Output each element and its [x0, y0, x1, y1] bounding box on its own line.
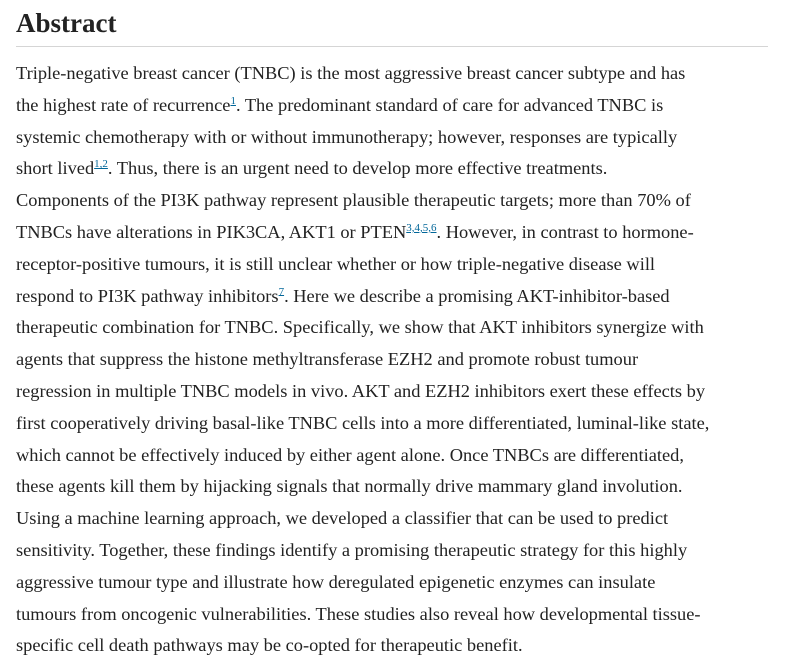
reference-link[interactable]: 7: [278, 285, 285, 298]
abstract-text: systemic chemotherapy with or without immunotherapy; however, responses are typically: [16, 126, 678, 147]
heading-divider: [16, 46, 768, 47]
abstract-text: these agents kill them by hijacking signals that normally drive mammary gland involution.: [16, 476, 683, 497]
abstract-line: [16, 471, 768, 503]
abstract-text: . However, in contrast to hormone-: [436, 221, 694, 242]
abstract-text: . The predominant standard of care for advanced TNBC is: [235, 94, 664, 115]
abstract-text: Using a machine learning approach, we developed a classifier that can be used to predict: [16, 508, 669, 529]
abstract-text: regression in multiple TNBC models in vivo. AKT and EZH2 inhibitors exert these effects by: [16, 380, 706, 401]
abstract-text: short lived: [16, 158, 95, 179]
abstract-text: agents that suppress the histone methyltransferase EZH2 and promote robust tumour: [16, 349, 639, 370]
abstract-text: TNBCs have alterations in PIK3CA, AKT1 or PTEN: [16, 221, 407, 242]
abstract-text: the highest rate of recurrence: [16, 94, 231, 115]
abstract-text: specific cell death pathways may be co-opted for therapeutic benefit.: [16, 635, 523, 656]
abstract-line: [16, 153, 768, 185]
abstract-text: therapeutic combination for TNBC. Specifically, we show that AKT inhibitors synergize with: [16, 317, 704, 338]
reference-link[interactable]: 1: [230, 94, 236, 107]
abstract-line: [16, 408, 768, 440]
abstract-line: [16, 376, 768, 408]
abstract-text: Components of the PI3K pathway represent plausible therapeutic targets; more than 70% of: [16, 190, 691, 211]
abstract-line: [16, 281, 768, 313]
abstract-line: [16, 249, 768, 281]
abstract-text: aggressive tumour type and illustrate how deregulated epigenetic enzymes can insulate: [16, 571, 656, 592]
abstract-line: [16, 58, 768, 90]
abstract-text: first cooperatively driving basal-like TNBC cells into a more differentiated, luminal-like state,: [16, 412, 710, 433]
abstract-line: [16, 567, 768, 599]
abstract-line: [16, 535, 768, 567]
abstract-line: [16, 185, 768, 217]
abstract-body: [16, 58, 768, 662]
abstract-text: . Here we describe a promising AKT-inhibitor-based: [284, 285, 670, 306]
abstract-heading: Abstract: [16, 8, 117, 38]
abstract-section: [16, 4, 768, 662]
reference-link[interactable]: 3,4,5,6: [406, 221, 437, 234]
abstract-text: Triple-negative breast cancer (TNBC) is the most aggressive breast cancer subtype and has: [16, 63, 686, 83]
abstract-text: receptor-positive tumours, it is still unclear whether or how triple-negative disease will: [16, 253, 656, 274]
abstract-line: [16, 503, 768, 535]
abstract-text: . Thus, there is an urgent need to develop more effective treatments.: [107, 158, 608, 179]
abstract-line: [16, 630, 768, 662]
abstract-text: tumours from oncogenic vulnerabilities. These studies also reveal how developmental tissue-: [16, 603, 701, 624]
abstract-line: [16, 312, 768, 344]
abstract-line: [16, 344, 768, 376]
abstract-line: [16, 122, 768, 154]
abstract-text: sensitivity. Together, these findings identify a promising therapeutic strategy for this highly: [16, 539, 688, 560]
abstract-line: [16, 217, 768, 249]
abstract-line: [16, 90, 768, 122]
abstract-text: respond to PI3K pathway inhibitors: [16, 285, 279, 306]
reference-link[interactable]: 1,2: [94, 158, 108, 171]
abstract-text: which cannot be effectively induced by either agent alone. Once TNBCs are differentiated,: [16, 444, 684, 465]
abstract-line: [16, 599, 768, 631]
abstract-line: [16, 440, 768, 472]
